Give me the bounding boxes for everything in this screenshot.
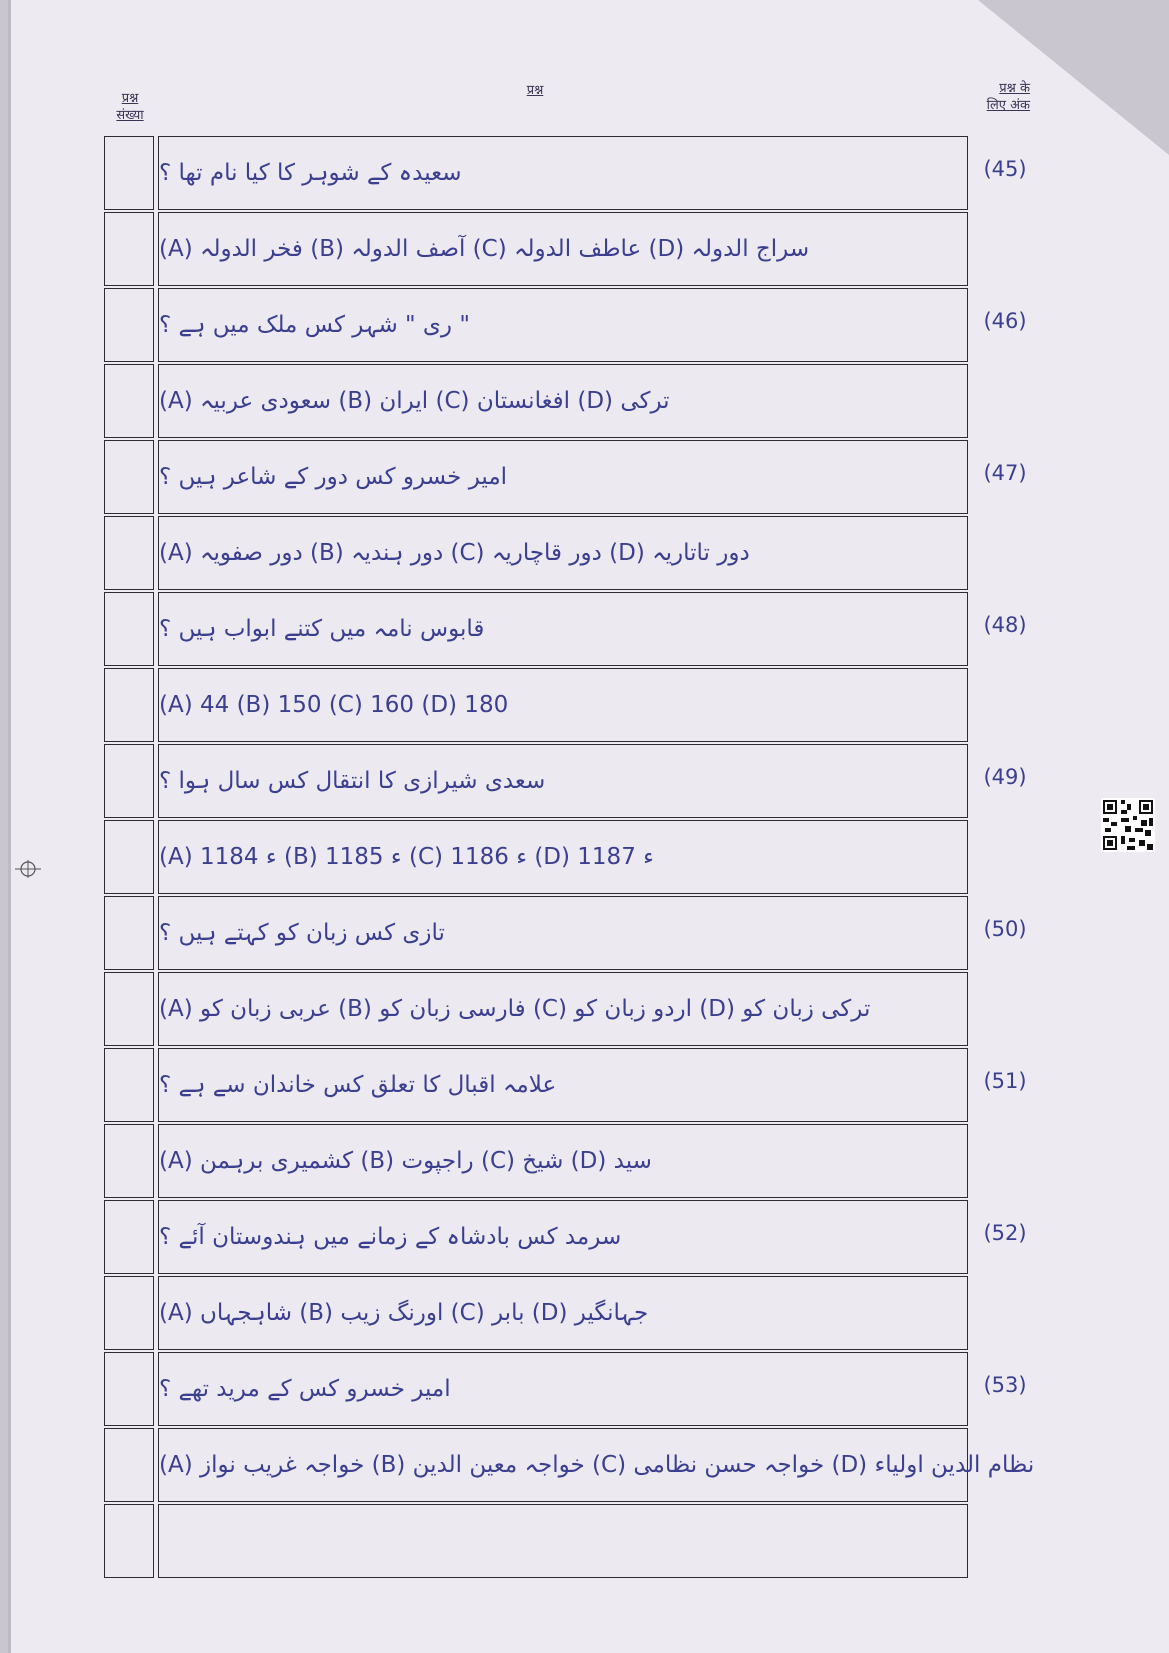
question-number-cell <box>104 1048 154 1122</box>
options-text-cell <box>158 1124 968 1198</box>
options-text-cell <box>158 364 968 438</box>
header-question: प्रश्न <box>526 83 544 98</box>
question-number-cell <box>104 1352 154 1426</box>
question-text-cell <box>158 1200 968 1274</box>
question-text-cell <box>158 896 968 970</box>
options-text: (A) شاہجہاں (B) اورنگ زیب (C) بابر (D) جہانگیر <box>159 1300 649 1326</box>
question-text-cell <box>158 288 968 362</box>
question-row <box>104 743 1027 819</box>
question-number-cell <box>104 1504 154 1578</box>
question-number: (47) <box>983 461 1027 485</box>
question-number: (52) <box>983 1221 1027 1245</box>
question-number-cell <box>104 668 154 742</box>
options-text: (A) 44 (B) 150 (C) 160 (D) 180 <box>159 692 509 718</box>
options-row <box>104 819 968 895</box>
question-number-cell <box>104 1428 154 1502</box>
options-row <box>104 515 968 591</box>
question-number: (53) <box>983 1373 1027 1397</box>
options-text-cell <box>158 1504 968 1578</box>
question-text: " ری " شہر کس ملک میں ہے ؟ <box>159 312 470 338</box>
question-text-cell <box>158 1048 968 1122</box>
question-text-cell <box>158 1352 968 1426</box>
question-number-cell <box>104 1124 154 1198</box>
crosshair-icon <box>13 858 43 880</box>
question-number: (45) <box>983 157 1027 181</box>
options-text-cell <box>158 668 968 742</box>
question-number-cell <box>104 744 154 818</box>
header-question-number: प्रश्न संख्या <box>116 91 144 123</box>
question-number: (51) <box>983 1069 1027 1093</box>
question-number-cell <box>104 136 154 210</box>
question-row <box>104 895 1027 971</box>
options-text-cell <box>158 212 968 286</box>
options-text-cell <box>158 1428 1035 1502</box>
options-text: (A) عربی زبان کو (B) فارسی زبان کو (C) اردو زبان کو (D) ترکی زبان کو <box>159 996 871 1022</box>
question-text-cell <box>158 744 968 818</box>
options-row <box>104 1275 968 1351</box>
question-text-cell <box>158 592 968 666</box>
options-text: (A) سعودی عربیہ (B) ایران (C) افغانستان (D) ترکی <box>159 388 670 414</box>
question-row <box>104 1047 1027 1123</box>
options-row <box>104 667 968 743</box>
question-text-cell <box>158 136 968 210</box>
options-text-cell <box>158 820 968 894</box>
options-text: (A) خواجہ غریب نواز (B) خواجہ معین الدین (C) خواجہ حسن نظامی (D) نظام الدین اولیاء <box>159 1452 1035 1478</box>
question-text: سعدی شیرازی کا انتقال کس سال ہوا ؟ <box>159 768 546 794</box>
options-text-cell <box>158 1276 968 1350</box>
qr-code-icon <box>1101 798 1155 852</box>
options-row <box>104 1503 968 1579</box>
question-number: (49) <box>983 765 1027 789</box>
question-number-cell <box>104 516 154 590</box>
question-number-cell <box>104 896 154 970</box>
header-marks: प्रश्न के लिए अंक <box>986 81 1030 113</box>
question-number: (48) <box>983 613 1027 637</box>
question-number: (46) <box>983 309 1027 333</box>
options-text: (A) کشمیری برہمن (B) راجپوت (C) شیخ (D) سید <box>159 1148 652 1174</box>
question-text-cell <box>158 440 968 514</box>
question-number-cell <box>104 440 154 514</box>
question-row <box>104 1199 1027 1275</box>
options-text-cell <box>158 516 968 590</box>
question-text: علامہ اقبال کا تعلق کس خاندان سے ہے ؟ <box>159 1072 557 1098</box>
question-number-cell <box>104 364 154 438</box>
question-row <box>104 287 1027 363</box>
question-table <box>104 135 1035 1579</box>
options-text: (A) 1184 ء (B) 1185 ء (C) 1186 ء (D) 1187 ء <box>159 844 654 870</box>
question-row <box>104 591 1027 667</box>
options-row <box>104 363 968 439</box>
question-number: (50) <box>983 917 1027 941</box>
question-number-cell <box>104 1200 154 1274</box>
options-text-cell <box>158 972 968 1046</box>
question-row <box>104 1351 1027 1427</box>
options-text: (A) فخر الدولہ (B) آصف الدولہ (C) عاطف الدولہ (D) سراج الدولہ <box>159 236 810 262</box>
sheet-edge <box>8 0 11 1653</box>
question-text: قابوس نامہ میں کتنے ابواب ہیں ؟ <box>159 616 485 642</box>
question-number-cell <box>104 212 154 286</box>
question-number-cell <box>104 288 154 362</box>
question-row <box>104 439 1027 515</box>
options-row <box>104 1427 1035 1503</box>
question-row <box>104 135 1027 211</box>
question-number-cell <box>104 820 154 894</box>
options-row <box>104 971 968 1047</box>
options-text: (A) دور صفویہ (B) دور ہندیہ (C) دور قاچاریہ (D) دور تاتاریہ <box>159 540 750 566</box>
question-text: سعیدہ کے شوہر کا کیا نام تھا ؟ <box>159 160 462 186</box>
question-text: امیر خسرو کس کے مرید تھے ؟ <box>159 1376 451 1402</box>
question-text: تازی کس زبان کو کہتے ہیں ؟ <box>159 920 445 946</box>
options-row <box>104 1123 968 1199</box>
question-number-cell <box>104 592 154 666</box>
question-number-cell <box>104 1276 154 1350</box>
question-number-cell <box>104 972 154 1046</box>
question-text: سرمد کس بادشاہ کے زمانے میں ہندوستان آئے ؟ <box>159 1224 622 1250</box>
question-text: امیر خسرو کس دور کے شاعر ہیں ؟ <box>159 464 508 490</box>
options-row <box>104 211 968 287</box>
